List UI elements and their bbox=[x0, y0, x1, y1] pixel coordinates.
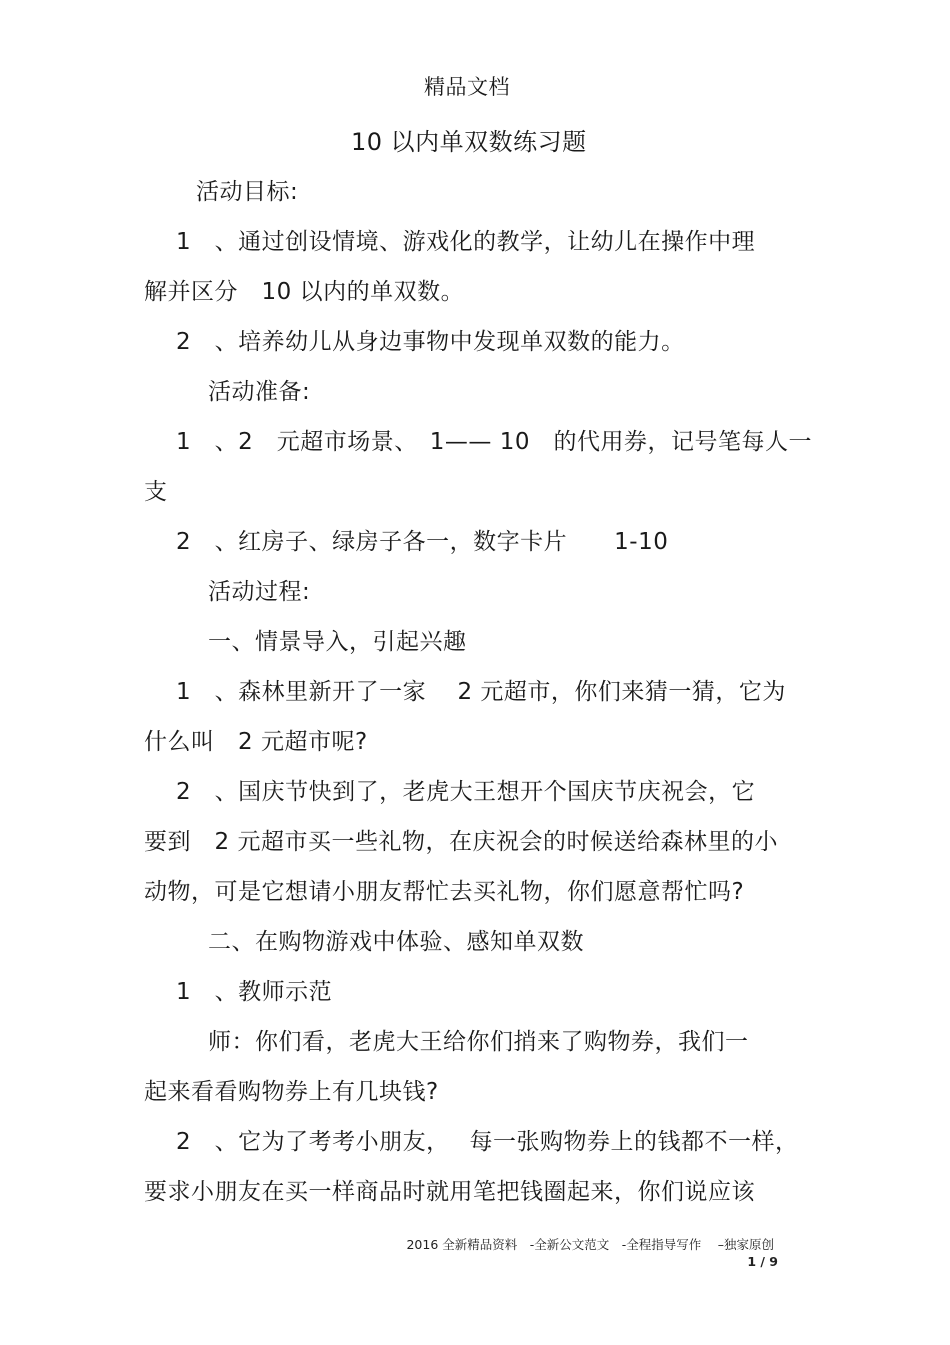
paragraph-line: 支 bbox=[144, 479, 168, 505]
page-header: 精品文档 bbox=[424, 75, 510, 99]
paragraph-line: 什么叫 2 元超市呢? bbox=[144, 729, 368, 755]
paragraph-line: 1 、森林里新开了一家 2 元超市，你们来猜一猜，它为 bbox=[176, 679, 786, 705]
paragraph-line: 要到 2 元超市买一些礼物，在庆祝会的时候送给森林里的小 bbox=[144, 829, 778, 855]
paragraph-line: 2 、红房子、绿房子各一，数字卡片 1-10 bbox=[176, 529, 669, 555]
paragraph-line: 起来看看购物券上有几块钱? bbox=[144, 1079, 439, 1105]
paragraph-line: 要求小朋友在买一样商品时就用笔把钱圈起来，你们说应该 bbox=[144, 1179, 755, 1205]
paragraph-line: 2 、培养幼儿从身边事物中发现单双数的能力。 bbox=[176, 329, 685, 355]
section-heading: 活动目标: bbox=[196, 179, 299, 205]
paragraph-line: 2 、它为了考考小朋友， 每一张购物券上的钱都不一样， bbox=[176, 1129, 799, 1155]
paragraph-line: 动物，可是它想请小朋友帮忙去买礼物，你们愿意帮忙吗? bbox=[144, 879, 745, 905]
section-heading: 活动过程: bbox=[208, 579, 311, 605]
section-heading: 活动准备: bbox=[208, 379, 311, 405]
page-number: 1 / 9 bbox=[747, 1254, 778, 1269]
paragraph-line: 解并区分 10 以内的单双数。 bbox=[144, 279, 465, 305]
document-title: 10 以内单双数练习题 bbox=[351, 128, 587, 156]
paragraph-line: 1 、2 元超市场景、 1—— 10 的代用券，记号笔每人一 bbox=[176, 429, 812, 455]
paragraph-line: 1 、教师示范 bbox=[176, 979, 333, 1005]
paragraph-line: 1 、通过创设情境、游戏化的教学，让幼儿在操作中理 bbox=[176, 229, 756, 255]
section-heading: 二、在购物游戏中体验、感知单双数 bbox=[208, 929, 584, 955]
section-heading: 一、情景导入，引起兴趣 bbox=[208, 629, 467, 655]
paragraph-line: 师：你们看，老虎大王给你们捎来了购物券，我们一 bbox=[208, 1029, 749, 1055]
page-footer: 2016 全新精品资料 -全新公文范文 -全程指导写作 –独家原创 bbox=[406, 1237, 774, 1252]
paragraph-line: 2 、国庆节快到了，老虎大王想开个国庆节庆祝会，它 bbox=[176, 779, 756, 805]
